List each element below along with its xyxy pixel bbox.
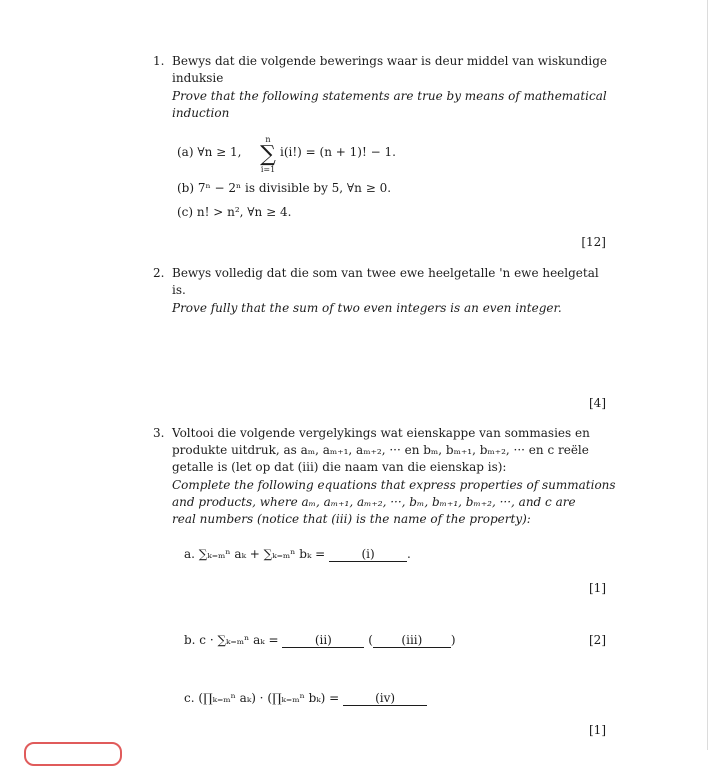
q3a-marks: [1]	[589, 581, 606, 595]
q3-afrikaans-line2: produkte uitdruk, as aₘ, aₘ₊₁, aₘ₊₂, ··· en bₘ, bₘ₊₁, bₘ₊₂, ··· en c reële	[172, 443, 589, 457]
q1-marks: [12]	[581, 235, 606, 249]
q3a-period: .	[407, 547, 411, 561]
q2-afrikaans-line1: Bewys volledig dat die som van twee ewe heelgetalle 'n ewe heelgetal	[172, 266, 599, 280]
q3a-expression	[184, 546, 411, 563]
q2-afrikaans-line2: is.	[172, 283, 186, 297]
q3a-blank-i: (i)	[329, 547, 407, 562]
q1-number: 1.	[153, 54, 165, 68]
q3c-expression	[184, 690, 427, 707]
q1a-rhs: i(i!) = (n + 1)! − 1.	[280, 145, 396, 159]
q2-number: 2.	[153, 266, 165, 280]
q3b-blank-ii: (ii)	[282, 633, 364, 648]
q3b-formula: b. c · ∑ₖ₌ₘⁿ aₖ =	[184, 633, 279, 647]
q1a-summation	[258, 136, 278, 174]
q3a-formula: a. ∑ₖ₌ₘⁿ aₖ + ∑ₖ₌ₘⁿ bₖ =	[184, 547, 326, 561]
q3-afrikaans-line1: Voltooi die volgende vergelykings wat eienskappe van sommasies en	[172, 426, 590, 440]
q3c-blank-iv: (iv)	[343, 691, 427, 706]
page-edge	[707, 0, 708, 750]
q1a-sum-upper: n	[265, 135, 271, 144]
q3-english-line1: Complete the following equations that express properties of summations	[172, 478, 616, 492]
q1a-sum-lower: i=1	[260, 165, 276, 174]
q3-afrikaans-line3: getalle is (let op dat (iii) die naam van die eienskap is):	[172, 460, 507, 474]
q1b-text: (b) 7ⁿ − 2ⁿ is divisible by 5, ∀n ≥ 0.	[177, 181, 392, 195]
q3b-marks: [2]	[589, 633, 606, 647]
sigma-icon: ∑	[260, 142, 276, 167]
q1-afrikaans-line2: induksie	[172, 71, 224, 85]
q3b-blank-iii: (iii)	[373, 633, 451, 648]
q1a-label: (a) ∀n ≥ 1,	[177, 145, 242, 159]
q3-number: 3.	[153, 426, 165, 440]
q3c-marks: [1]	[589, 723, 606, 737]
q1-afrikaans-line1: Bewys dat die volgende bewerings waar is deur middel van wiskundige	[172, 54, 608, 68]
red-outline-button[interactable]	[24, 742, 122, 766]
q1c-text: (c) n! > n², ∀n ≥ 4.	[177, 205, 292, 219]
q3b-expression	[184, 632, 456, 649]
q3-english-line2: and products, where aₘ, aₘ₊₁, aₘ₊₂, ···, bₘ, bₘ₊₁, bₘ₊₂, ···, and c are	[172, 495, 576, 509]
q3b-open-paren: (	[368, 633, 373, 647]
q2-english-line1: Prove fully that the sum of two even integers is an even integer.	[172, 301, 562, 315]
q3-english-line3: real numbers (notice that (iii) is the name of the property):	[172, 512, 531, 526]
q1-english-line2: induction	[172, 106, 230, 120]
q3b-close-paren: )	[450, 633, 456, 647]
q1-english-line1: Prove that the following statements are true by means of mathematical	[172, 89, 607, 103]
q3c-formula: c. (∏ₖ₌ₘⁿ aₖ) · (∏ₖ₌ₘⁿ bₖ) =	[184, 691, 340, 705]
q2-marks: [4]	[589, 396, 606, 410]
